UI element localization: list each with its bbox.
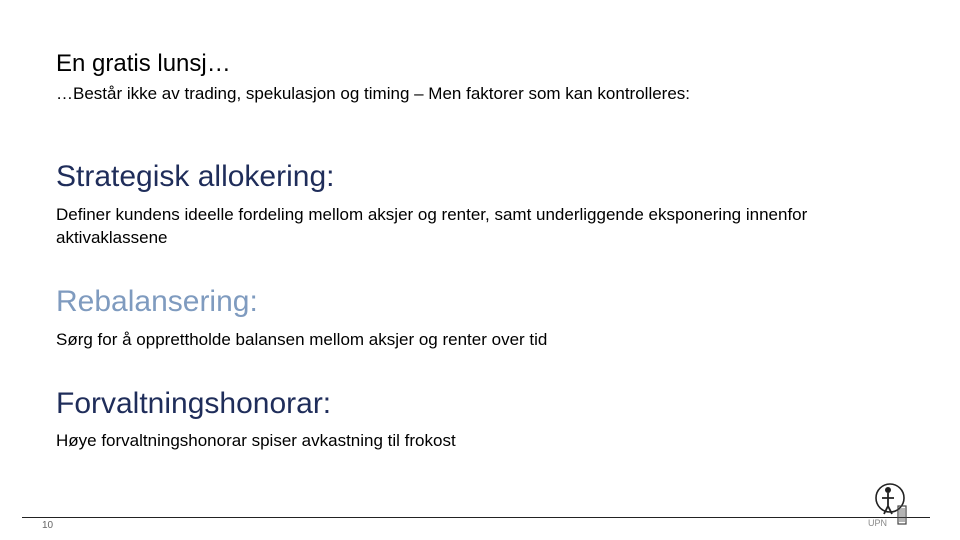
section-heading-rebalansering: Rebalansering:	[56, 285, 258, 318]
slide-title: En gratis lunsj…	[56, 50, 231, 77]
section-heading-forvaltningshonorar: Forvaltningshonorar:	[56, 387, 332, 420]
section-body-strategisk-allokering: Definer kundens ideelle fordeling mellom aksjer og renter, samt underliggende eksponering innenfor aktivaklassene	[56, 205, 808, 247]
page-number: 10	[42, 520, 54, 531]
section-body-forvaltningshonorar: Høye forvaltningshonorar spiser avkastning til frokost	[56, 431, 456, 450]
footer-divider	[22, 517, 930, 518]
logo-text: UPN	[868, 518, 888, 528]
section-body-rebalansering: Sørg for å opprettholde balansen mellom aksjer og renter over tid	[56, 330, 548, 349]
slide-subtitle: …Består ikke av trading, spekulasjon og timing – Men faktorer som kan kontrolleres:	[56, 84, 691, 103]
section-heading-strategisk-allokering: Strategisk allokering:	[56, 160, 335, 193]
